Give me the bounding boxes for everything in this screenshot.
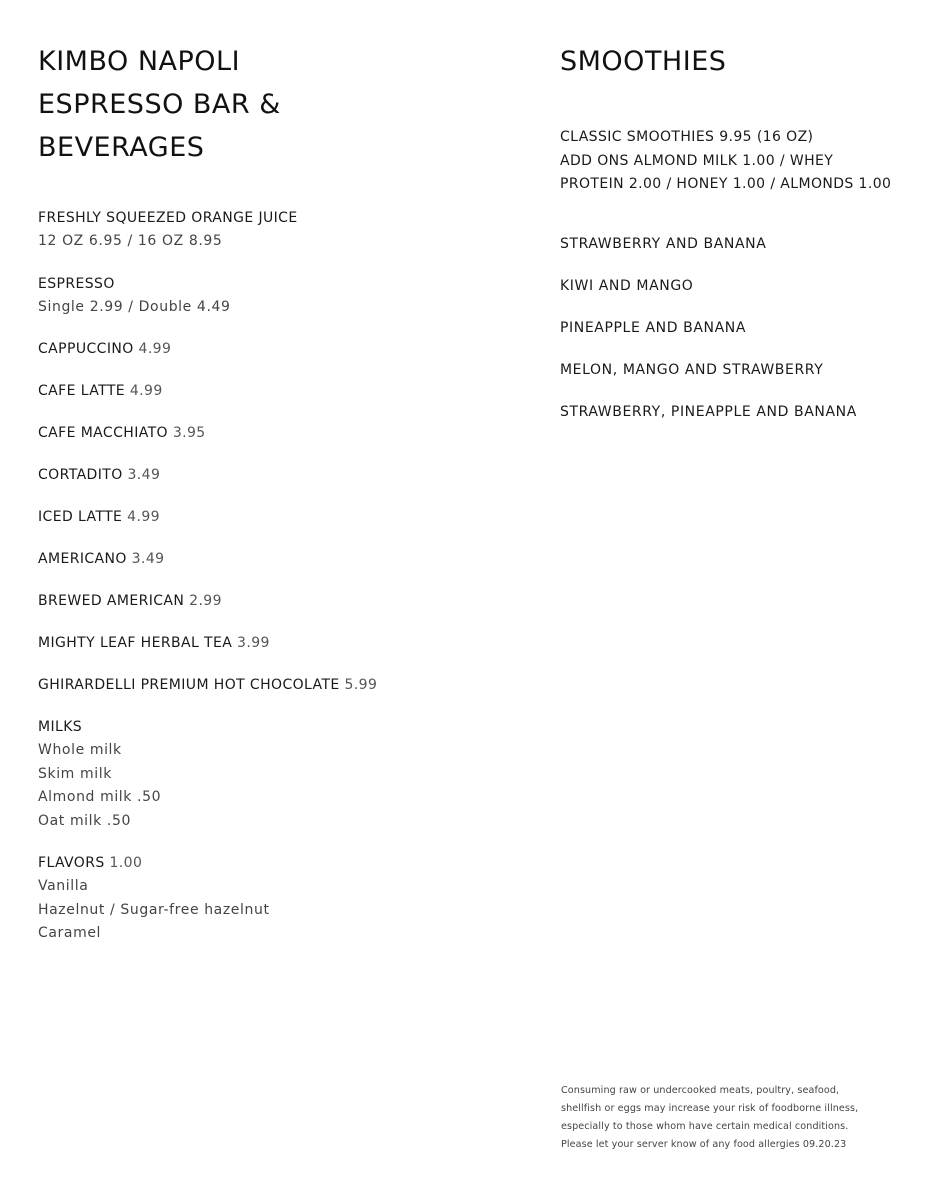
menu-item-heading <box>38 590 488 613</box>
menu-item-option: Single 2.99 / Double 4.49 <box>38 298 231 315</box>
menu-item <box>38 674 488 697</box>
menu-item-price: 3.49 <box>127 467 161 483</box>
smoothie-info-line: ADD ONS ALMOND MILK 1.00 / WHEY <box>560 152 834 169</box>
title-line: BEVERAGES <box>38 132 205 163</box>
menu-item-option: Almond milk .50 <box>38 789 162 805</box>
menu-item-option: 12 OZ 6.95 / 16 OZ 8.95 <box>38 233 223 249</box>
menu-item-heading <box>38 338 488 361</box>
menu-item-heading <box>38 207 488 230</box>
menu-item-name: ESPRESSO <box>38 275 115 292</box>
menu-item-heading <box>38 632 488 655</box>
menu-item-name: FRESHLY SQUEEZED ORANGE JUICE <box>38 210 298 226</box>
menu-item-price: 2.99 <box>189 593 222 609</box>
smoothie-item: PINEAPPLE AND BANANA <box>560 319 747 336</box>
menu-item-name: ICED LATTE <box>38 509 123 525</box>
smoothie-info-line: PROTEIN 2.00 / HONEY 1.00 / ALMONDS 1.00 <box>560 176 892 192</box>
menu-item-name: FLAVORS <box>38 855 105 871</box>
disclaimer-line: shellfish or eggs may increase your risk of foodborne illness, <box>561 1103 859 1114</box>
menu-item-heading <box>38 464 488 487</box>
menu-item-heading <box>38 674 488 697</box>
menu-item-price: 4.99 <box>129 383 163 399</box>
menu-item-name: AMERICANO <box>38 551 127 567</box>
menu-item-heading <box>38 506 488 529</box>
menu-item-name: MILKS <box>38 719 83 735</box>
menu-item <box>38 380 488 403</box>
menu-item-name: MIGHTY LEAF HERBAL TEA <box>38 635 233 651</box>
menu-item-heading <box>38 380 488 403</box>
menu-item-name: CAPPUCCINO <box>38 341 134 357</box>
menu-item-heading <box>38 716 488 739</box>
disclaimer-line: Consuming raw or undercooked meats, poultry, seafood, <box>561 1085 840 1096</box>
menu-item-name: CAFE MACCHIATO <box>38 425 168 441</box>
smoothie-info-line: CLASSIC SMOOTHIES 9.95 (16 OZ) <box>560 129 814 145</box>
menu-item-name: BREWED AMERICAN <box>38 593 185 609</box>
menu-item-price: 5.99 <box>344 677 378 693</box>
menu-item <box>38 464 488 487</box>
menu-item-option: Whole milk <box>38 742 122 758</box>
menu-item <box>38 273 488 320</box>
menu-item-option: Caramel <box>38 925 102 941</box>
disclaimer-line: especially to those whom have certain medical conditions. <box>561 1121 849 1132</box>
disclaimer-line: Please let your server know of any food allergies 09.20.23 <box>561 1139 847 1150</box>
menu-item-option: Vanilla <box>38 878 89 894</box>
menu-item-heading <box>38 422 488 445</box>
menu-item <box>38 422 488 445</box>
smoothie-pricing-info <box>560 126 940 197</box>
espresso-bar-column <box>38 40 488 965</box>
menu-item <box>38 338 488 361</box>
beverage-list <box>38 207 488 946</box>
menu-item-option: Hazelnut / Sugar-free hazelnut <box>38 901 270 918</box>
menu-item <box>38 716 488 833</box>
menu-item-name: CAFE LATTE <box>38 383 126 399</box>
menu-item-price: 4.99 <box>127 509 160 525</box>
title-line: ESPRESSO BAR & <box>38 89 281 120</box>
menu-item <box>38 548 488 571</box>
smoothies-title: SMOOTHIES <box>560 46 727 77</box>
espresso-bar-title <box>38 40 488 169</box>
menu-item-price: 3.49 <box>131 551 165 567</box>
menu-item-name: GHIRARDELLI PREMIUM HOT CHOCOLATE <box>38 677 340 693</box>
menu-item-price: 3.95 <box>172 425 206 441</box>
smoothie-item: MELON, MANGO AND STRAWBERRY <box>560 361 824 378</box>
menu-item-option: Skim milk <box>38 765 112 782</box>
menu-item <box>38 207 488 254</box>
menu-item-price: 3.99 <box>237 635 270 651</box>
menu-item <box>38 506 488 529</box>
smoothie-list <box>560 233 940 424</box>
menu-item <box>38 852 488 946</box>
menu-item <box>38 632 488 655</box>
menu-item <box>38 590 488 613</box>
title-line: KIMBO NAPOLI <box>38 46 241 77</box>
menu-item-price: 1.00 <box>109 855 143 871</box>
menu-item-option: Oat milk .50 <box>38 812 131 829</box>
menu-item-heading <box>38 548 488 571</box>
menu-item-price: 4.99 <box>138 341 172 357</box>
smoothie-item: STRAWBERRY AND BANANA <box>560 235 767 252</box>
menu-item-heading <box>38 852 488 875</box>
menu-item-name: CORTADITO <box>38 467 123 483</box>
smoothies-column <box>560 40 940 443</box>
allergy-disclaimer <box>561 1082 931 1154</box>
menu-item-heading <box>38 273 488 296</box>
smoothie-item: STRAWBERRY, PINEAPPLE AND BANANA <box>560 403 857 420</box>
smoothie-item: KIWI AND MANGO <box>560 277 694 294</box>
